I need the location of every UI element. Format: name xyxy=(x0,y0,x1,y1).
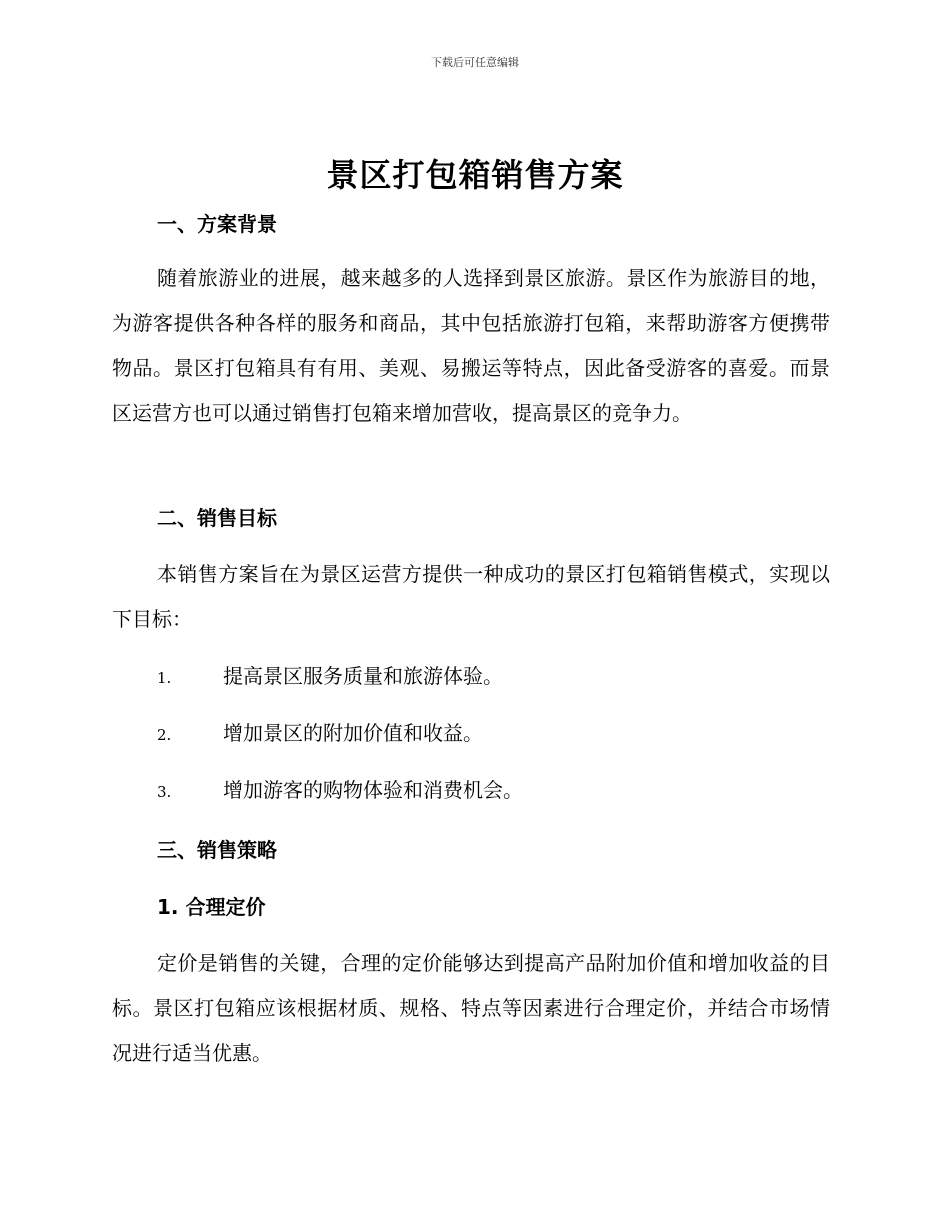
list-text: 增加游客的购物体验和消费机会。 xyxy=(223,778,523,802)
list-text: 提高景区服务质量和旅游体验。 xyxy=(223,664,503,688)
list-number: 2. xyxy=(157,726,172,744)
list-text: 增加景区的附加价值和收益。 xyxy=(223,721,483,745)
list-number: 3. xyxy=(157,783,172,801)
section-heading-strategy: 三、销售策略 xyxy=(157,838,277,862)
subsection-heading-pricing: 1. 合理定价 xyxy=(157,895,266,919)
paragraph-background: 随着旅游业的进展，越来越多的人选择到景区旅游。景区作为旅游目的地，为游客提供各种各样的服务和商品，其中包括旅游打包箱，来帮助游客方便携带物品。景区打包箱具有有用、美观、易搬运等特点，因此备受游客的喜爱。而景区运营方也可以通过销售打包箱来增加营收，提高景区的竞争力。 xyxy=(112,266,830,425)
list-item xyxy=(157,661,827,693)
paragraph-goals: 本销售方案旨在为景区运营方提供一种成功的景区打包箱销售模式，实现以下目标： xyxy=(112,562,830,631)
section-heading-goals: 二、销售目标 xyxy=(157,506,277,530)
list-item xyxy=(157,775,827,807)
header-note: 下载后可任意编辑 xyxy=(431,56,519,69)
document-title: 景区打包箱销售方案 xyxy=(326,156,624,194)
paragraph-pricing: 定价是销售的关键，合理的定价能够达到提高产品附加价值和增加收益的目标。景区打包箱应该根据材质、规格、特点等因素进行合理定价，并结合市场情况进行适当优惠。 xyxy=(112,951,830,1065)
section-heading-background: 一、方案背景 xyxy=(157,212,277,236)
list-number: 1. xyxy=(157,669,172,687)
list-item xyxy=(157,718,827,750)
